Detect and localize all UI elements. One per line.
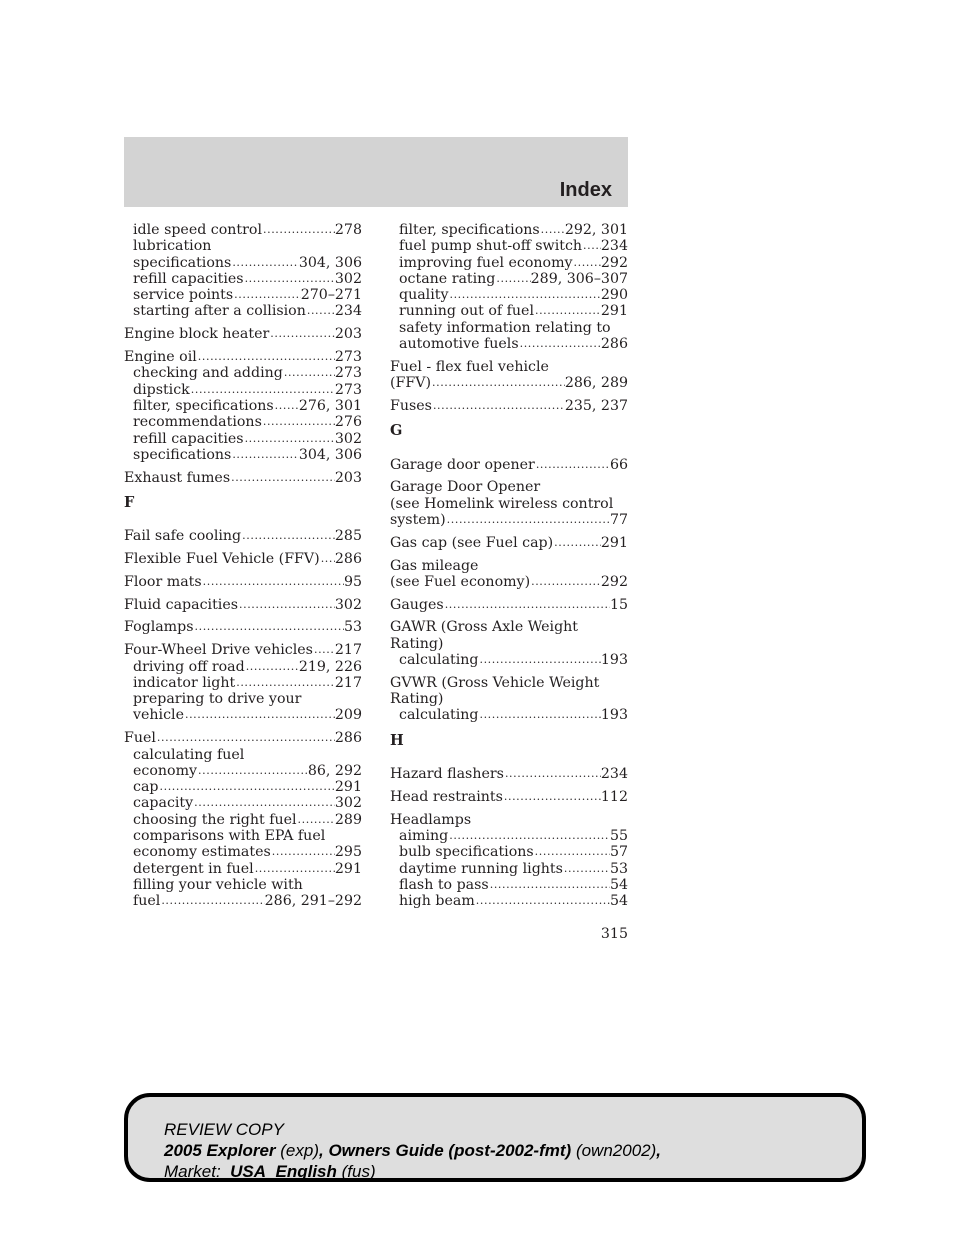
entry-pages: 234 (600, 238, 628, 255)
dot-leader (448, 828, 610, 844)
index-subentry-line (390, 320, 628, 336)
entry-text: flash to pass (399, 876, 489, 893)
index-entry (390, 558, 628, 591)
dot-leader (504, 766, 601, 782)
dot-leader (582, 238, 601, 254)
index-subentry-line (124, 238, 362, 254)
dot-leader (444, 597, 610, 613)
index-entry-line (124, 574, 362, 590)
index-subentry-line (124, 675, 362, 691)
index-entry-line (390, 766, 628, 782)
entry-text: starting after a collision (133, 303, 306, 320)
index-subentry-line (390, 271, 628, 287)
dot-leader (241, 528, 335, 544)
index-subentry-line (390, 828, 628, 844)
index-entry-line (390, 359, 628, 375)
entry-pages: 203 (334, 469, 362, 486)
entry-text: refill capacities (133, 270, 244, 287)
entry-pages: 53 (343, 619, 362, 636)
index-letter-heading: H (390, 731, 404, 749)
index-entry (124, 528, 362, 544)
entry-text: Fail safe cooling (124, 528, 242, 545)
entry-pages: 217 (334, 674, 362, 691)
index-subentry-line (390, 238, 628, 254)
entry-pages: 203 (334, 326, 362, 343)
entry-text: bulb specifications (399, 844, 534, 861)
index-entry (390, 766, 628, 782)
entry-pages: 217 (334, 642, 362, 659)
entry-text: high beam (399, 893, 475, 910)
entry-pages: 276 (334, 414, 362, 431)
entry-pages: 193 (600, 707, 628, 724)
dot-leader (530, 574, 601, 590)
dot-leader (244, 271, 335, 287)
entry-pages: 112 (600, 788, 628, 805)
entry-text: Hazard flashers (390, 766, 504, 783)
entry-text: Fuel (124, 730, 156, 747)
index-entry-line (390, 789, 628, 805)
entry-text: Headlamps (390, 811, 472, 828)
review-copy-box (124, 1093, 866, 1182)
index-entry-line (390, 398, 628, 414)
entry-text: Floor mats (124, 573, 202, 590)
dot-leader (274, 398, 299, 414)
index-subentry-line (124, 747, 362, 763)
entry-text: choosing the right fuel (133, 811, 297, 828)
dot-leader (448, 287, 600, 303)
index-entry (124, 619, 362, 635)
entry-text: quality (399, 287, 449, 304)
entry-pages: 278 (334, 222, 362, 238)
index-letter-heading: G (390, 422, 403, 440)
entry-text: specifications (133, 254, 232, 271)
entry-text: service points (133, 287, 234, 304)
entry-pages: 302 (334, 795, 362, 812)
entry-text: daytime running lights (399, 860, 563, 877)
dot-leader (535, 457, 610, 473)
index-entry-line (390, 636, 628, 652)
entry-text: GAWR (Gross Axle Weight (390, 619, 579, 636)
entry-pages: 66 (609, 456, 628, 473)
entry-text: specifications (133, 446, 232, 463)
index-subentry-line (124, 382, 362, 398)
entry-pages: 286 (600, 336, 628, 353)
dot-leader (495, 271, 530, 287)
index-subentry-line (124, 877, 362, 893)
entry-text: fuel pump shut-off switch (399, 238, 583, 255)
dot-leader (238, 597, 335, 613)
entry-pages: 291 (334, 779, 362, 796)
dot-leader (519, 336, 601, 352)
dot-leader (190, 382, 335, 398)
index-header-band (124, 137, 628, 207)
index-subentry-line (124, 414, 362, 430)
entry-text: Garage door opener (390, 456, 535, 473)
dot-leader (193, 795, 335, 811)
dot-leader (231, 447, 299, 463)
entry-text: (FFV) (390, 375, 432, 392)
entry-text: Gas cap (see Fuel cap) (390, 534, 554, 551)
index-entry-line (390, 574, 628, 590)
entry-pages: 291 (334, 860, 362, 877)
entry-text: Gas mileage (390, 557, 479, 574)
entry-pages: 54 (609, 893, 628, 910)
entry-pages: 292 (600, 254, 628, 271)
entry-text: running out of fuel (399, 303, 534, 320)
dot-leader (269, 326, 335, 342)
index-entry (390, 398, 628, 414)
entry-text: checking and adding (133, 365, 283, 382)
index-entry (390, 675, 628, 724)
entry-pages: 304, 306 (298, 446, 362, 463)
dot-leader (503, 789, 601, 805)
entry-pages: 209 (334, 707, 362, 724)
entry-pages: 286 (334, 551, 362, 568)
entry-text: Rating) (390, 635, 444, 652)
entry-text: octane rating (399, 270, 496, 287)
dot-leader (156, 730, 335, 746)
dot-leader (245, 659, 299, 675)
entry-pages: 291 (600, 534, 628, 551)
dot-leader (283, 365, 335, 381)
dot-leader (194, 619, 344, 635)
review-guide: Owners Guide (post-2002-fmt) (328, 1141, 572, 1160)
index-subentry-line (390, 844, 628, 860)
entry-text: recommendations (133, 414, 262, 431)
dot-leader (297, 812, 335, 828)
entry-pages: 57 (609, 844, 628, 861)
index-entry (390, 789, 628, 805)
entry-pages: 273 (334, 381, 362, 398)
index-entry (124, 222, 362, 320)
entry-text: Fuel - flex fuel vehicle (390, 358, 549, 375)
index-subentry-line (124, 844, 362, 860)
dot-leader (254, 861, 335, 877)
dot-leader (478, 652, 600, 668)
index-entry-line (124, 597, 362, 613)
entry-text: safety information relating to (399, 319, 611, 336)
index-entry-line (124, 349, 362, 365)
dot-leader (159, 779, 335, 795)
index-subentry-line (124, 763, 362, 779)
entry-text: fuel (133, 893, 161, 910)
entry-text: capacity (133, 795, 194, 812)
index-entry (124, 574, 362, 590)
entry-pages: 292 (600, 573, 628, 590)
index-entry (124, 326, 362, 342)
dot-leader (262, 414, 335, 430)
entry-pages: 289 (334, 811, 362, 828)
entry-text: economy estimates (133, 844, 271, 861)
dot-leader (271, 844, 335, 860)
page-number: 315 (600, 926, 628, 942)
entry-pages: 302 (334, 430, 362, 447)
index-subentry-line (124, 795, 362, 811)
index-subentry-line (124, 271, 362, 287)
index-subentry-line (124, 398, 362, 414)
index-subentry-line (124, 691, 362, 707)
review-guide-line (164, 1140, 661, 1161)
entry-text: Foglamps (124, 619, 194, 636)
dot-leader (573, 255, 601, 271)
index-subentry-line (390, 861, 628, 877)
index-entry-line (124, 730, 362, 746)
entry-pages: 219, 226 (298, 658, 362, 675)
index-entry-line (390, 675, 628, 691)
entry-text: refill capacities (133, 430, 244, 447)
dot-leader (230, 470, 335, 486)
index-subentry-line (390, 303, 628, 319)
index-entry (390, 479, 628, 528)
index-entry-line (390, 812, 628, 828)
index-subentry-line (124, 861, 362, 877)
entry-text: detergent in fuel (133, 860, 254, 877)
index-subentry-line (390, 336, 628, 352)
index-entry (390, 619, 628, 668)
index-letter-heading: F (124, 493, 135, 511)
entry-text: Four-Wheel Drive vehicles (124, 642, 313, 659)
review-model-code: (exp) (280, 1141, 319, 1160)
index-entry (390, 535, 628, 551)
review-guide-sep: , (318, 1141, 329, 1160)
entry-pages: 304, 306 (298, 254, 362, 271)
entry-text: preparing to drive your (133, 691, 302, 708)
index-subentry-line (124, 431, 362, 447)
entry-pages: 270–271 (300, 287, 362, 304)
index-entry-line (390, 512, 628, 528)
entry-pages: 286, 291–292 (264, 893, 362, 910)
index-entry-line (390, 479, 628, 495)
dot-leader (313, 642, 335, 658)
index-entry (390, 359, 628, 392)
index-entry-line (390, 457, 628, 473)
index-entry-line (390, 597, 628, 613)
entry-pages: 77 (609, 511, 628, 528)
dot-leader (446, 512, 610, 528)
entry-text: dipstick (133, 381, 190, 398)
index-subentry-line (390, 287, 628, 303)
index-entry (390, 812, 628, 910)
entry-text: filter, specifications (133, 397, 274, 414)
entry-text: calculating (399, 652, 479, 669)
entry-text: improving fuel economy (399, 254, 573, 271)
entry-pages: 286, 289 (564, 375, 628, 392)
index-subentry-line (390, 707, 628, 723)
dot-leader (202, 574, 344, 590)
entry-pages: 234 (600, 766, 628, 783)
entry-text: driving off road (133, 658, 245, 675)
index-entry (124, 349, 362, 463)
entry-pages: 295 (334, 844, 362, 861)
entry-pages: 55 (609, 827, 628, 844)
entry-text: Engine block heater (124, 326, 270, 343)
entry-pages: 54 (609, 876, 628, 893)
entry-text: Exhaust fumes (124, 469, 231, 486)
entry-text: calculating (399, 707, 479, 724)
entry-text: aiming (399, 827, 449, 844)
entry-text: (see Fuel economy) (390, 573, 531, 590)
index-subentry-line (124, 255, 362, 271)
dot-leader (478, 707, 600, 723)
index-subentry-line (124, 447, 362, 463)
dot-leader (184, 707, 335, 723)
entry-pages: 193 (600, 652, 628, 669)
entry-pages: 234 (334, 303, 362, 320)
index-entry-line (124, 470, 362, 486)
review-copy-text (164, 1119, 661, 1182)
entry-text: lubrication (133, 238, 212, 255)
dot-leader (235, 675, 335, 691)
entry-text: comparisons with EPA fuel (133, 828, 326, 844)
entry-text: Fluid capacities (124, 596, 238, 613)
index-entry (124, 597, 362, 613)
index-entry-line (390, 375, 628, 391)
entry-text: (see Homelink wireless control (390, 495, 614, 512)
review-guide-code: (own2002) (575, 1141, 657, 1160)
dot-leader (475, 893, 610, 909)
index-subentry-line (124, 222, 362, 238)
dot-leader (306, 303, 335, 319)
entry-text: calculating fuel (133, 746, 245, 763)
entry-text: Garage Door Opener (390, 479, 541, 496)
index-subentry-line (124, 659, 362, 675)
dot-leader (540, 222, 565, 238)
dot-leader (489, 877, 610, 893)
dot-leader (320, 551, 335, 567)
entry-pages: 53 (609, 860, 628, 877)
index-subentry-line (390, 893, 628, 909)
entry-pages: 95 (343, 573, 362, 590)
entry-text: vehicle (133, 707, 184, 724)
entry-pages: 86, 292 (307, 762, 362, 779)
index-entry-line (390, 691, 628, 707)
entry-text: Gauges (390, 596, 444, 613)
entry-text: indicator light (133, 674, 236, 691)
index-entry-line (124, 642, 362, 658)
entry-text: Fuses (390, 397, 432, 414)
index-entry (124, 470, 362, 486)
index-entry (390, 457, 628, 473)
entry-text: filling your vehicle with (133, 876, 303, 893)
entry-pages: 290 (600, 287, 628, 304)
dot-leader (432, 398, 565, 414)
index-entry (390, 222, 628, 352)
entry-text: Flexible Fuel Vehicle (FFV) (124, 551, 320, 568)
entry-pages: 285 (334, 528, 362, 545)
review-market-code: (fus) (341, 1162, 376, 1181)
index-subentry-line (124, 812, 362, 828)
dot-leader (231, 255, 299, 271)
index-subentry-line (124, 303, 362, 319)
entry-pages: 273 (334, 365, 362, 382)
index-entry-line (124, 551, 362, 567)
index-entry-line (124, 326, 362, 342)
review-market-line (164, 1161, 661, 1182)
index-subentry-line (124, 828, 362, 844)
index-subentry-line (124, 707, 362, 723)
dot-leader (534, 303, 601, 319)
index-subentry-line (390, 877, 628, 893)
entry-pages: 273 (334, 349, 362, 366)
index-entry (124, 642, 362, 723)
entry-pages: 302 (334, 596, 362, 613)
page-title: Index (559, 179, 612, 201)
entry-text: system) (390, 511, 446, 528)
index-entry-line (124, 619, 362, 635)
index-column-right (390, 222, 628, 916)
index-entry (124, 730, 362, 909)
entry-text: Head restraints (390, 788, 503, 805)
entry-pages: 289, 306–307 (530, 270, 628, 287)
index-entry (390, 597, 628, 613)
index-column-left (124, 222, 362, 916)
entry-text: GVWR (Gross Vehicle Weight (390, 674, 600, 691)
dot-leader (262, 222, 335, 238)
dot-leader (563, 861, 610, 877)
index-subentry-line (390, 222, 628, 238)
dot-leader (534, 844, 610, 860)
index-subentry-line (124, 893, 362, 909)
index-subentry-line (390, 652, 628, 668)
dot-leader (197, 763, 308, 779)
entry-pages: 235, 237 (564, 397, 628, 414)
dot-leader (553, 535, 601, 551)
index-entry-line (390, 496, 628, 512)
entry-pages: 302 (334, 270, 362, 287)
entry-text: Rating) (390, 691, 444, 708)
index-subentry-line (124, 779, 362, 795)
entry-pages: 15 (609, 596, 628, 613)
entry-pages: 286 (334, 730, 362, 747)
entry-pages: 291 (600, 303, 628, 320)
index-entry-line (390, 619, 628, 635)
entry-text: idle speed control (133, 222, 262, 238)
dot-leader (160, 893, 264, 909)
review-copy-label: REVIEW COPY (164, 1120, 284, 1139)
entry-text: economy (133, 762, 198, 779)
entry-text: automotive fuels (399, 336, 519, 353)
dot-leader (244, 431, 335, 447)
dot-leader (197, 349, 335, 365)
review-market-label: Market: (164, 1162, 221, 1181)
index-subentry-line (390, 255, 628, 271)
index-entry (124, 551, 362, 567)
entry-text: cap (133, 779, 159, 796)
review-market: USA_English (230, 1162, 337, 1181)
entry-text: Engine oil (124, 349, 197, 366)
entry-pages: 292, 301 (564, 222, 628, 238)
index-entry-line (390, 535, 628, 551)
index-subentry-line (124, 287, 362, 303)
review-model: 2005 Explorer (164, 1141, 276, 1160)
index-subentry-line (124, 365, 362, 381)
entry-text: filter, specifications (399, 222, 540, 238)
index-entry-line (390, 558, 628, 574)
review-trail-comma: , (656, 1141, 661, 1160)
index-entry-line (124, 528, 362, 544)
dot-leader (233, 287, 301, 303)
dot-leader (431, 375, 565, 391)
entry-pages: 276, 301 (298, 397, 362, 414)
